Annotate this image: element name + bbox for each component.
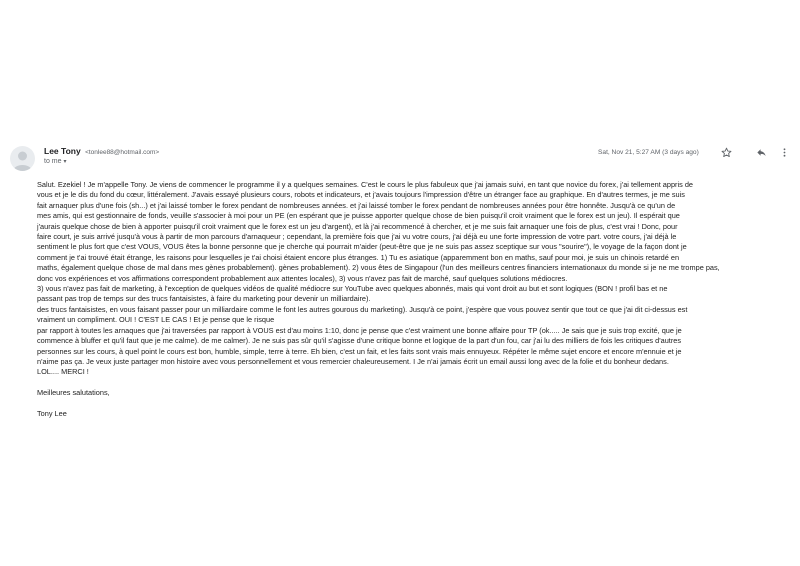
star-button[interactable] [719, 145, 733, 159]
signature: Tony Lee [37, 408, 67, 418]
body-line: commence à bluffer et qu'il faut que je me calme). de me calmer). Je ne suis pas sûr qu'il s'agisse d'une critique bonne et logique de la part d'un fou, car j'ai lu des milliers de fois les critiques d'autres [37, 336, 682, 346]
sender-avatar[interactable] [10, 146, 35, 171]
body-line: maths, également quelque chose de mal dans mes gènes probablement). gènes probablement). 2) vous êtes de Singapour (l'un des meilleurs centres financiers internationaux du monde si je ne me trompe pas, [37, 263, 720, 273]
body-line: personnes sur les cours, à quel point le cours est bon, humble, simple, terre à terre. Eh bien, c'est un fait, et les faits sont vrais mais ennuyeux. Répéter le même sujet encore et encore m'ennuie et je [37, 346, 682, 356]
closing-line: Meilleures salutations, [37, 388, 110, 398]
body-line: n'aime pas ça. Je veux juste partager mon histoire avec vous personnellement et vous remercier chaleureusement. I Je n'ai jamais écrit un email aussi long avec de la folie et du bonheur dedans. [37, 356, 669, 366]
recipient-label: to me [44, 158, 62, 165]
body-paragraph [37, 180, 787, 378]
email-date: Sat, Nov 21, 5:27 AM (3 days ago) [598, 149, 699, 156]
body-line: des trucs fantaisistes, en vous faisant passer pour un milliardaire comme le font les autres gourous du marketing). Jusqu'à ce point, j'espère que vous pouvez sentir que tout ce que j'ai dit ci-dessus est [37, 304, 688, 314]
body-line: donc vos expériences et vos affirmations correspondent probablement aux attentes locales), 3) vous n'avez pas fait de marché, sauf quelques solutions médiocres. [37, 273, 568, 283]
body-line: j'aurais quelque chose de bien à apporter puisqu'il croit vraiment que le forex est un jeu d'argent), et là j'ai recommencé à chercher, et je me suis fait arnaquer une fois de plus, c'est vrai ! Donc, pour [37, 221, 678, 231]
body-line: Salut. Ezekiel ! Je m'appelle Tony. Je viens de commencer le programme il y a quelques semaines. C'est le cours le plus fabuleux que j'ai jamais suivi, en tant que novice du forex, j'ai tellement appris de [37, 180, 694, 189]
body-line: fait arnaquer plus d'une fois (sh...) et j'ai laissé tomber le forex pendant de nombreuses années. et j'ai laissé tomber le forex pendant de nombreuses années pour être honnête. Jusqu'à ce qu'un de [37, 200, 676, 210]
more-vert-icon [779, 147, 790, 158]
body-line: mes amis, qui est gestionnaire de fonds, veuille s'associer à moi pour un PE (en espérant que je puisse apporter quelque chose de bien puisqu'il croit vraiment que le forex est un jeu). Il espérait que [37, 211, 680, 221]
body-line: passant pas trop de temps sur des trucs fantaisistes, à faire du marketing pour devenir un milliardaire). [37, 294, 371, 304]
star-icon [721, 147, 732, 158]
body-line: faire court, je suis arrivé jusqu'à vous à partir de mon parcours d'arnaqueur ; cependant, la première fois que j'ai vu votre cours, j'ai déjà eu une forte impression de votre part. votre cours, j'ai déjà le [37, 232, 677, 242]
person-icon [10, 146, 35, 171]
sender-name[interactable]: Lee Tony [44, 146, 81, 156]
sender-line [44, 146, 159, 156]
more-options-button[interactable] [777, 145, 791, 159]
body-line: comment je t'ai trouvé était étrange, les raisons pour lesquelles je t'ai choisi étaient encore plus étranges. 1) Tu es asiatique (apparemment bon en maths, sauf pour moi, je suis un chinois retardé en [37, 252, 680, 262]
email-body [37, 180, 787, 419]
body-line: par rapport à toutes les arnaques que j'ai traversées par rapport à VOUS est d'au moins 1:10, donc je pense que c'est vraiment une bonne affaire pour TP (ok..... Je sais que je suis trop excité, que je [37, 325, 682, 335]
recipient-line[interactable] [44, 158, 67, 165]
body-line: vous et je le dis du fond du cœur, littéralement. J'avais essayé plusieurs cours, robots et indicateurs, et j'avais toujours l'impression d'être un étranger face au graphique. En d'autres termes, je me suis [37, 190, 685, 200]
body-line: vraiment un compliment. OUI ! C'EST LE CAS ! Et je pense que le risque [37, 315, 275, 325]
body-line: 3) vous n'avez pas fait de marketing, à l'exception de quelques vidéos de qualité médiocre sur YouTube avec quelques abonnés, mais qui vont droit au but et sont logiques (BON ! profil bas et ne [37, 284, 668, 294]
sender-email: <tonlee88@hotmail.com> [85, 149, 160, 156]
body-line: LOL.... MERCI ! [37, 367, 89, 377]
reply-button[interactable] [754, 145, 768, 159]
reply-icon [756, 147, 767, 158]
chevron-down-icon[interactable]: ▾ [63, 159, 67, 165]
body-line: sentiment le plus fort que c'est VOUS, VOUS êtes la bonne personne que je cherche qui pourrait m'aider (peut-être que je ne suis pas assez sceptique sur vous "sourire"), le voyage de la façon dont je [37, 242, 687, 252]
